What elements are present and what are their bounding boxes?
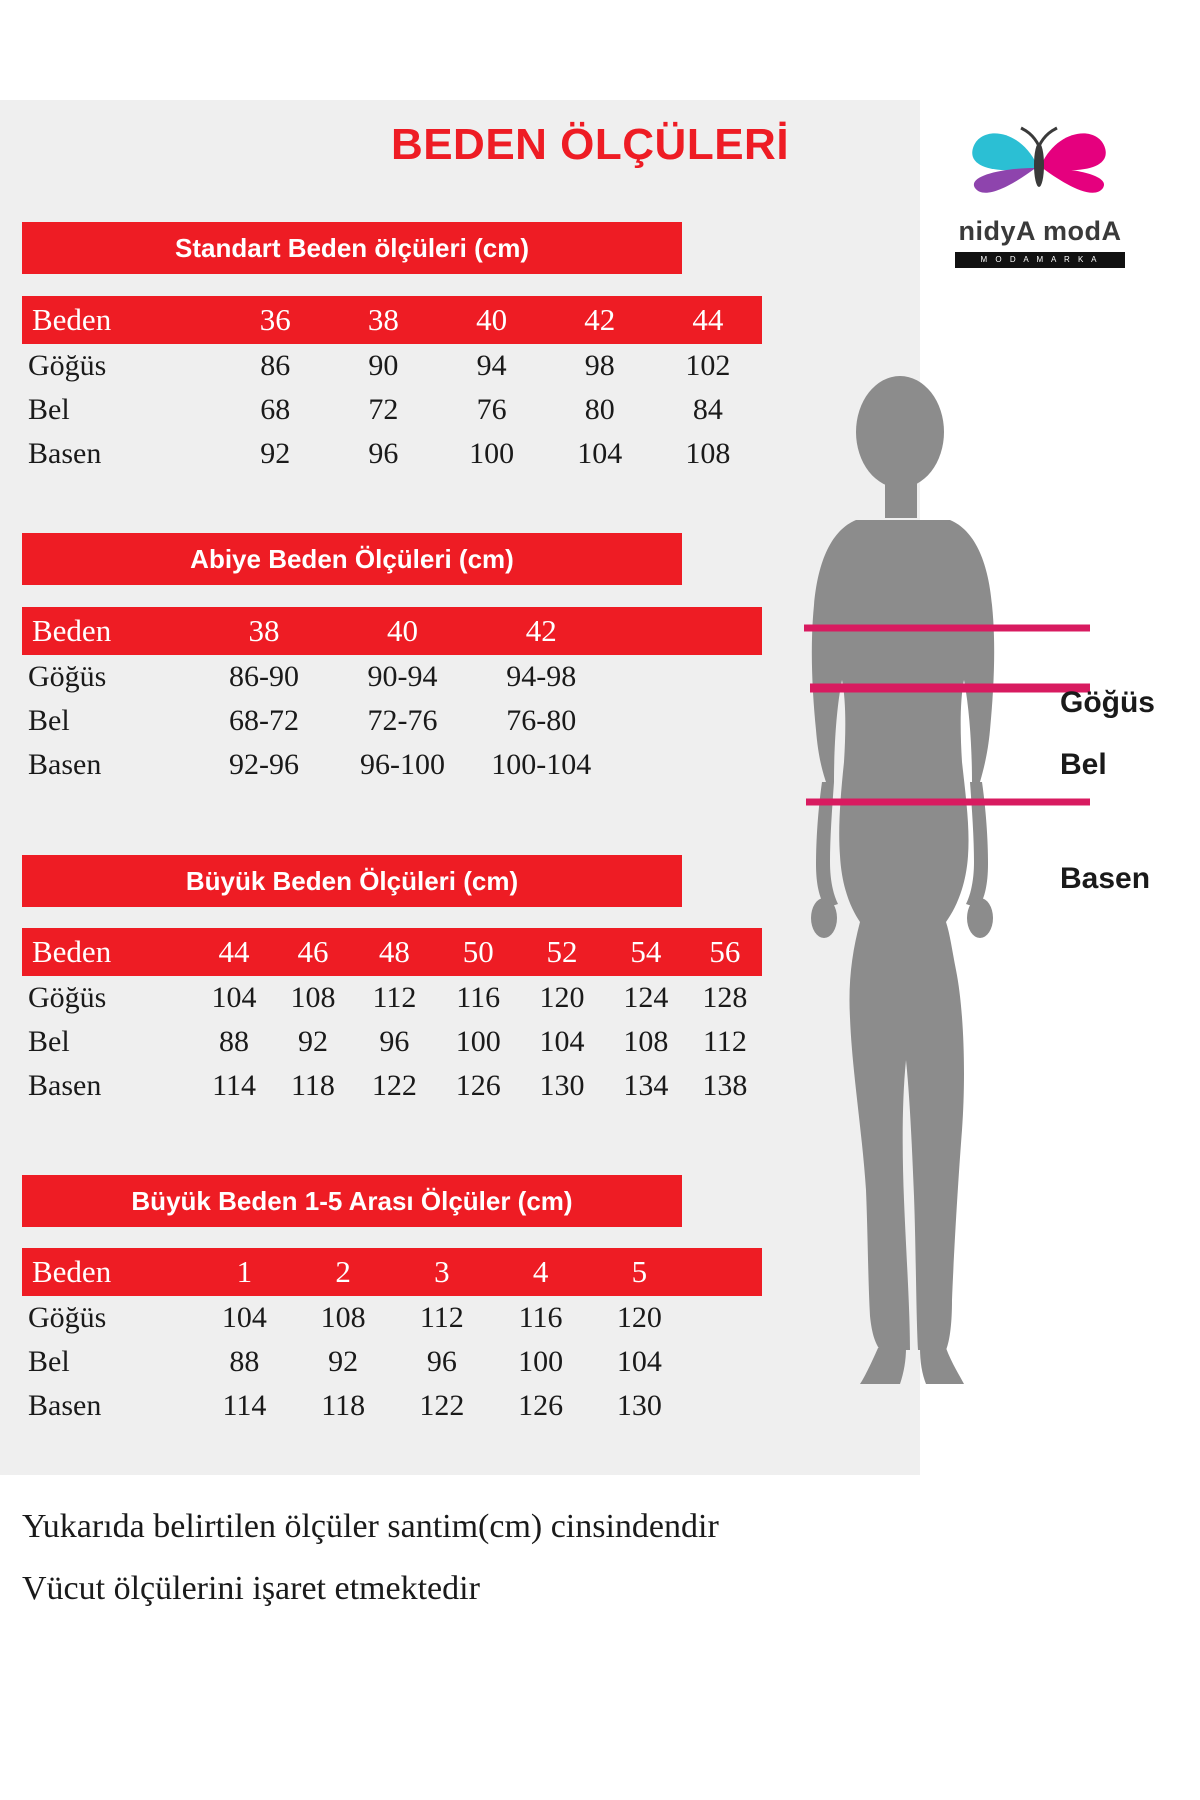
table-row: Beden 36 38 40 42 44 [22, 296, 762, 344]
section-header-standart: Standart Beden ölçüleri (cm) [22, 222, 682, 274]
brand-name: nidyA modA [958, 216, 1122, 246]
table-abiye [22, 607, 762, 787]
table-row: Göğüs 86-90 90-94 94-98 [28, 660, 577, 693]
callout-hip: Basen [1060, 862, 1151, 895]
section-header-buyuk-1-5: Büyük Beden 1-5 Arası Ölçüler (cm) [22, 1175, 682, 1227]
table-row: Basen 114 118 122 126 130 134 138 [28, 1069, 748, 1102]
table-row: Beden 1 2 3 4 5 [22, 1248, 762, 1296]
table-buyuk-1-5 [22, 1248, 762, 1428]
table-row: Basen 92 96 100 104 108 [28, 437, 731, 470]
body-silhouette [760, 370, 1090, 1390]
table-row: Bel 88 92 96 100 104 [28, 1345, 662, 1378]
table-row: Bel 88 92 96 100 104 108 112 [28, 1025, 747, 1058]
table-row: Bel 68-72 72-76 76-80 [28, 704, 577, 737]
butterfly-icon [925, 110, 1155, 220]
callout-waist: Bel [1060, 748, 1107, 781]
callout-chest: Göğüs [1060, 686, 1155, 719]
section-header-buyuk: Büyük Beden Ölçüleri (cm) [22, 855, 682, 907]
table-row: Göğüs 104 108 112 116 120 [28, 1301, 662, 1334]
table-row: Bel 68 72 76 80 84 [28, 393, 723, 426]
brand-subtitle-bar [955, 252, 1125, 268]
section-header-abiye: Abiye Beden Ölçüleri (cm) [22, 533, 682, 585]
page-title: BEDEN ÖLÇÜLERİ [390, 120, 790, 169]
note-line-1: Yukarıda belirtilen ölçüler santim(cm) cinsindendir [22, 1508, 719, 1545]
brand-subtitle: M O D A M A R K A [980, 255, 1100, 264]
table-row: Beden 44 46 48 50 52 54 56 [22, 928, 762, 976]
table-buyuk [22, 928, 762, 1108]
table-standart [22, 296, 762, 476]
brand-logo [925, 110, 1155, 295]
table-row: Göğüs 86 90 94 98 102 [28, 349, 731, 382]
table-row: Basen 92-96 96-100 100-104 [28, 748, 592, 781]
table-row: Beden 38 40 42 [22, 607, 762, 655]
table-row: Basen 114 118 122 126 130 [28, 1389, 662, 1422]
note-line-2: Vücut ölçülerini işaret etmektedir [22, 1570, 480, 1607]
table-row: Göğüs 104 108 112 116 120 124 128 [28, 981, 748, 1014]
